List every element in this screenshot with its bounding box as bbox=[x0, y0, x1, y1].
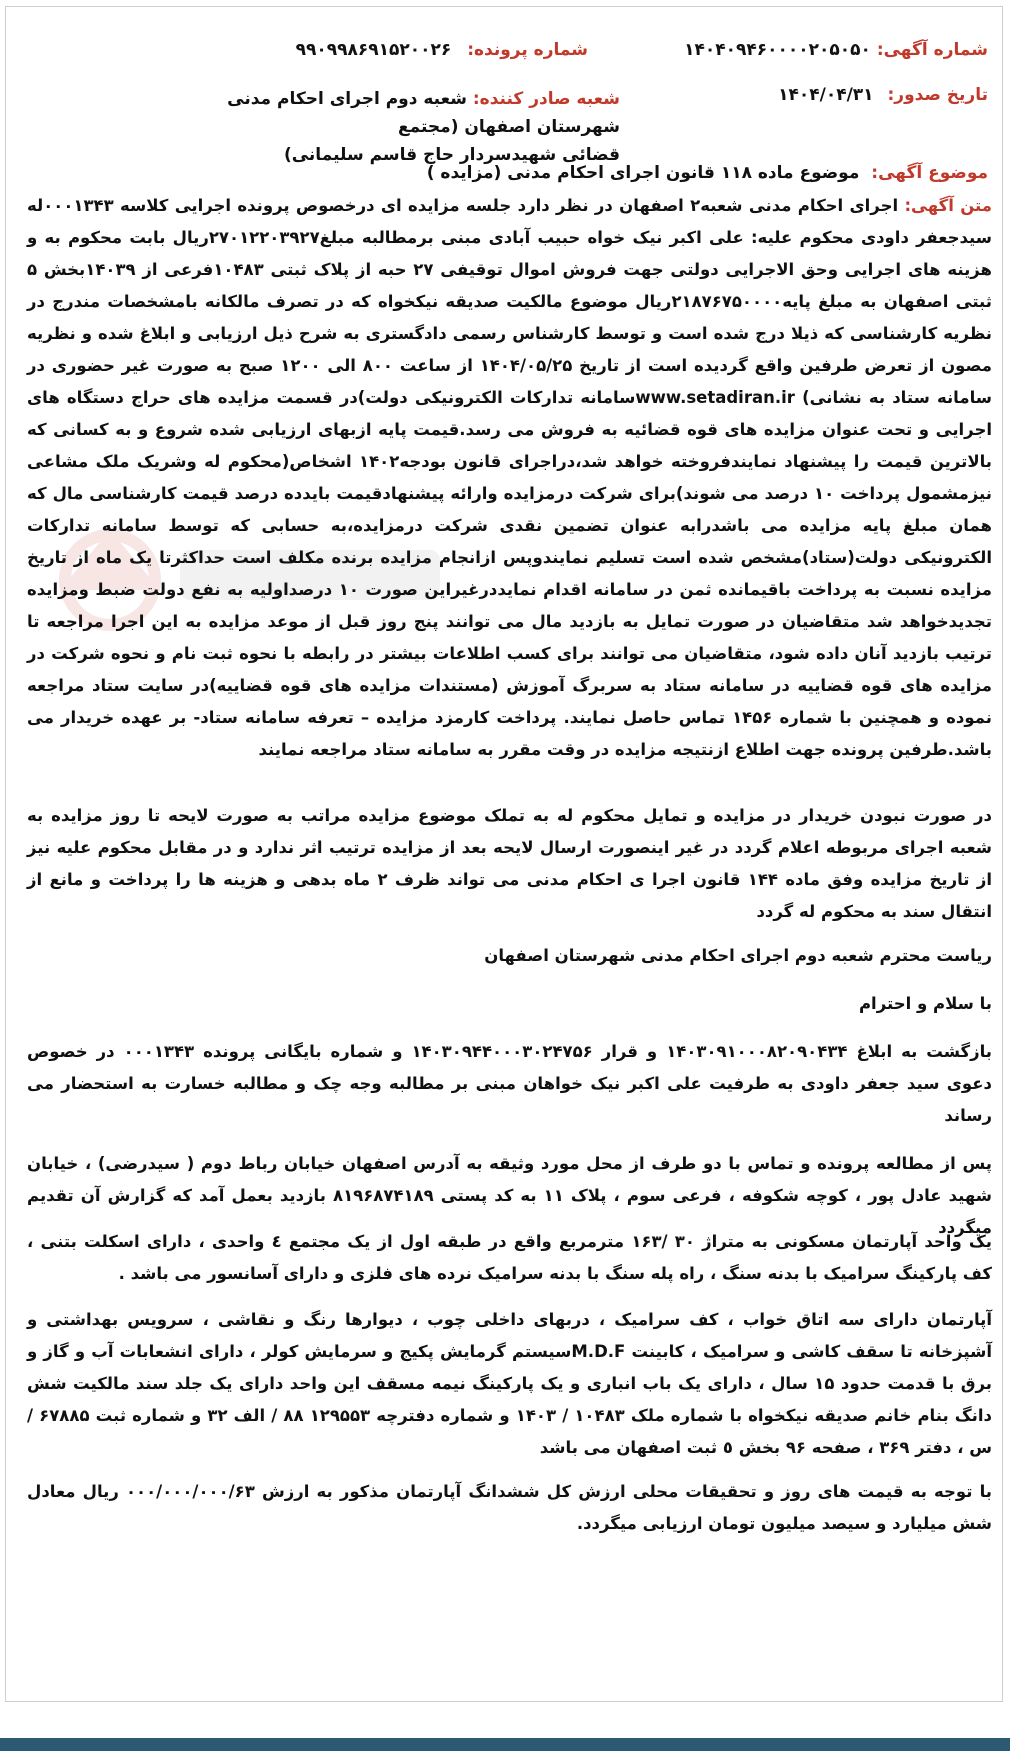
ad-text-body: اجرای احکام مدنی شعبه۲ اصفهان در نظر دارد جلسه مزایده ای درخصوص پرونده اجرایی کلاسه ۰۰۰۱۳۴۳له سیدجعفر داودی محکوم علیه: علی اکبر نیک خواه حبیب آبادی مبنی برمطالبه مبلغ۲۷۰۱۲۲۰۳۹۲۷ریال بابت محکوم به و هزینه های اجرایی وحق الاجرایی دولتی جهت فروش اموال توقیفی ۲۷ حبه از پلاک ثبتی ۱۰۴۸۳فرعی از ۱۴۰۳۹بخش ۵ ثبتی اصفهان به مبلغ پایه۲۱۸۷۶۷۵۰۰۰۰ریال موضوع مالکیت صدیقه نیکخواه که در تصرف مالکانه بامشخصات مندرج در نظریه کارشناسی که ذیلا درج شده است و توسط کارشناس رسمی دادگستری به شرح ذیل ارزیابی و ابلاغ شده و نظریه مصون از تعرض طرفین واقع گردیده است از تاریخ ۱۴۰۴/۰۵/۲۵ از ساعت ۸۰۰ الی ۱۲۰۰ صبح به صورت غیر حضوری در سامانه ستاد به نشانی) www.setadiran.irسامانه تدارکات الکترونیکی دولت)در قسمت مزایده های حراج دستگاه های اجرایی و تحت عنوان مزایده های قوه قضائیه به فروش می رسد.قیمت پایه ازبهای ارزیابی شده شروع و به کسانی که بالاترین قیمت را پیشنهاد نمایندفروخته خواهد شد،دراجرای قانون بودجه۱۴۰۲ اشخاص(محکوم له وشریک ملک مشاعی نیزمشمول پرداخت ۱۰ درصد می شوند)برای شرکت درمزایده وارائه پیشنهادقیمت بایدده درصد قیمت کارشناسی مال که همان مبلغ پایه مزایده می باشدرابه عنوان تضمین نقدی شرکت درمزایده،به حسابی که توسط سامانه تدارکات الکترونیکی دولت(ستاد)مشخص شده است تسلیم نمایندوپس ازانجام مزایده برنده مکلف است حداکثرتا یک ماه از تاریخ مزایده نسبت به پرداخت باقیمانده ثمن در سامانه اقدام نمایددرغیراین صورت ۱۰ درصداولیه به نفع دولت ضبط ومزایده تجدیدخواهد شد متقاضیان در صورت تمایل به بازدید مال می توانند پنج روز قبل از موعد مزایده به این اجرا مراجعه تا ترتیب بازدید آنان داده شود، متقاضیان می توانند برای کسب اطلاعات بیشتر در رابطه با نحوه ثبت نام و نحوه شرکت در مزایده های قوه قضاییه در سامانه ستاد به سربرگ آموزش (مستندات مزایده های قوه قضاییه)در سایت ستاد مراجعه نموده و همچنین با شماره ۱۴۵۶ تماس حاصل نمایند. پرداخت کارمزد مزایده – تعرفه سامانه ستاد- بر عهده خریدار می باشد.طرفین پرونده جهت اطلاع ازنتیجه مزایده در وقت مقرر به سامانه ستاد مراجعه نمایند bbox=[27, 196, 993, 759]
subject-label: موضوع آگهی: bbox=[871, 163, 988, 183]
subject-row bbox=[427, 163, 988, 183]
issue-date: ۱۴۰۴/۰۴/۳۱ bbox=[778, 85, 874, 105]
paragraph-5: بازگشت به ابلاغ ۱۴۰۳۰۹۱۰۰۰۸۲۰۹۰۴۳۴ و قرار ۱۴۰۳۰۹۴۴۰۰۰۳۰۲۴۷۵۶ و شماره بایگانی پرونده ۰۰۰۱۳۴۳ در خصوص دعوی سید جعفر داودی به طرفیت علی اکبر نیک خواهان مبنی بر مطالبه وجه چک و مطالبه خسارت به استحضار می رساند bbox=[27, 1042, 993, 1125]
issue-date-row bbox=[778, 85, 988, 105]
ad-text-label: متن آگهی: bbox=[904, 196, 993, 215]
issuing-branch-line2: قضائی شهیدسردار حاج قاسم سلیمانی) bbox=[283, 145, 620, 165]
case-number-label: شماره پرونده: bbox=[467, 40, 588, 60]
paragraph-8: آپارتمان دارای سه اتاق خواب ، کف سرامیک ، دربهای داخلی چوب ، دیوارها رنگ و نقاشی ، سرویس بهداشتی و آشپزخانه تا سقف کاشی و سرامیک ، کابینت M.D.Fسیستم گرمایش پکیج و سرمایش کولر ، دارای انشعابات آب و گاز و برق با قدمت حدود ۱۵ سال ، دارای یک باب انباری و یک پارکینگ نیمه مسقف این واحد دارای یک جلد سند مالکیت شش دانگ بنام خانم صدیقه نیکخواه با شماره ملک ۱۰۴۸۳ / ۱۴۰۳ و شماره دفترچه ۱۲۹۵۵۳ ۸۸ / الف ۳۲ و شماره ثبت ۶۷۸۸۵ / س ، دفتر ۳۶۹ ، صفحه ۹۶ بخش ٥ ثبت اصفهان می باشد bbox=[27, 1310, 993, 1457]
paragraph-9: با توجه به قیمت های روز و تحقیقات محلی ارزش کل ششدانگ آپارتمان مذکور به ارزش ۰۰۰/۰۰۰/۰۰۰/۶۳ ریال معادل شش میلیارد و سیصد میلیون تومان ارزیابی میگردد. bbox=[27, 1482, 992, 1533]
subject: موضوع ماده ۱۱۸ قانون اجرای احکام مدنی (مزایده ) bbox=[426, 163, 860, 183]
ad-number-row bbox=[684, 40, 988, 60]
paragraph-4: با سلام و احترام bbox=[858, 994, 992, 1013]
bottom-bar bbox=[0, 1738, 1010, 1751]
paragraph-6: پس از مطالعه پرونده و تماس با دو طرف از محل مورد وثیقه به آدرس اصفهان خیابان رباط دوم ( سیدرضی) ، خیابان شهید عادل پور ، کوچه شکوفه ، فرعی سوم ، پلاک ۱۱ به کد پستی ۸۱۹۶۸۷۴۱۸۹ بازدید بعمل آمد که گزارش آن تقدیم میگردد bbox=[27, 1154, 992, 1237]
issuing-branch-label: شعبه صادر کننده: bbox=[472, 89, 620, 109]
paragraph-3: ریاست محترم شعبه دوم اجرای احکام مدنی شهرستان اصفهان bbox=[484, 946, 992, 965]
case-number-row bbox=[296, 40, 588, 60]
case-number: ۹۹۰۹۹۸۶۹۱۵۲۰۰۲۶ bbox=[295, 40, 452, 60]
ad-number-label: شماره آگهی: bbox=[876, 40, 988, 60]
issuing-branch-line1: شعبه دوم اجرای احکام مدنی شهرستان اصفهان (مجتمع bbox=[227, 89, 620, 137]
paragraph-7: یک واحد آپارتمان مسکونی به متراژ ۳۰ /۱۶۳ مترمربع واقع در طبقه اول از یک مجتمع ٤ واحدی ، دارای اسکلت بتنی ، کف پارکینگ سرامیک با بدنه سنگ ، راه پله سنگ با بدنه سرامیک نرده های فلزی و دارای آسانسور می باشد . bbox=[27, 1232, 992, 1283]
issuing-branch-row bbox=[200, 85, 620, 169]
ad-number: ۱۴۰۴۰۹۴۶۰۰۰۰۲۰۵۰۵۰ bbox=[684, 40, 871, 60]
ad-text-paragraph bbox=[27, 190, 992, 766]
paragraph-2: در صورت نبودن خریدار در مزایده و تمایل محکوم له به تملک موضوع مزایده مراتب به صورت لایحه تا روز مزایده به شعبه اجرای مربوطه اعلام گردد در غیر اینصورت ارسال لایحه بعد از مزایده ترتیب اثر ندارد و در مقابل محکوم علیه نیز از تاریخ مزایده وفق ماده ۱۴۴ قانون اجرا ی احکام مدنی می تواند ظرف ۲ ماه بدهی و هزینه ها را پرداخت و مانع از انتقال سند به محکوم له گردد bbox=[27, 806, 993, 921]
issue-date-label: تاریخ صدور: bbox=[887, 85, 988, 105]
